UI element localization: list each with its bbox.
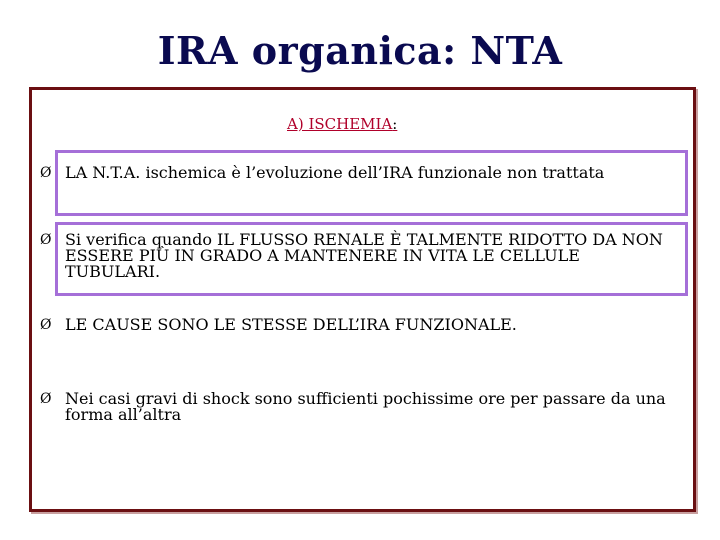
bullet-text: Nei casi gravi di shock sono sufficienti pochissime ore per passare da una forma all’altra: [65, 389, 666, 424]
arrow-bullet-icon: Ø: [40, 317, 52, 333]
subtitle-colon: :: [392, 115, 398, 133]
arrow-bullet-icon: Ø: [40, 232, 52, 248]
bullet-text: LE CAUSE SONO LE STESSE DELL’IRA FUNZIONALE.: [65, 315, 517, 334]
slide-title: IRA organica: NTA: [157, 28, 563, 73]
bullet-text: Si verifica quando IL FLUSSO RENALE È TALMENTE RIDOTTO DA NON ESSERE PIÙ IN GRADO A MANTENERE IN VITA LE CELLULE TUBULARI.: [65, 230, 663, 281]
arrow-bullet-icon: Ø: [40, 165, 52, 181]
arrow-bullet-icon: Ø: [40, 391, 52, 407]
subtitle-text: A) ISCHEMIA: [287, 115, 393, 133]
section-subtitle: [287, 115, 397, 133]
bullet-text: LA N.T.A. ischemica è l’evoluzione dell’IRA funzionale non trattata: [65, 163, 605, 182]
highlight-box-1: [55, 150, 688, 216]
